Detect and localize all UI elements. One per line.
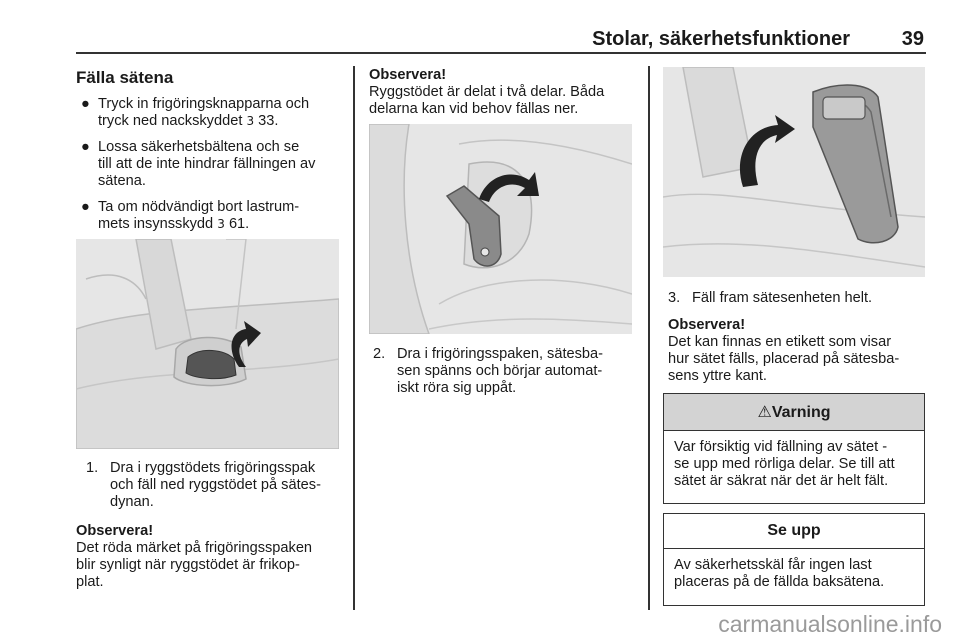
page-ref-number: 61.: [228, 216, 250, 232]
warning-box: [663, 393, 925, 504]
caution-body: [664, 549, 924, 599]
step-3: [668, 290, 926, 307]
illustration-fold-seat: [663, 67, 925, 277]
note-line: Det kan finnas en etikett som visar: [668, 334, 892, 350]
bullet-item-3: [76, 199, 346, 233]
warning-line: se upp med rörliga delar. Se till att: [674, 456, 895, 472]
page-ref-icon: 3: [246, 114, 255, 128]
note-line: plat.: [76, 574, 104, 590]
step-2: [373, 346, 645, 397]
seatback-release-drawing: [76, 239, 339, 449]
note-body-2: [369, 84, 641, 118]
bullet-text: mets insynsskydd: [98, 216, 218, 232]
bullet-item-2: [76, 139, 346, 190]
column-divider-2: [648, 66, 650, 610]
caution-box: [663, 513, 925, 606]
note-line: blir synligt när ryggstödet är frikop-: [76, 557, 300, 573]
warning-line: sätet är säkrat när det är helt fält.: [674, 473, 889, 489]
step-1: [86, 460, 348, 511]
note-title-1: Observera!: [76, 523, 154, 539]
note-body-3: [668, 334, 930, 385]
step-text: Dra i frigöringsspaken, sätesba-: [397, 346, 604, 362]
step-number: 2.: [373, 346, 386, 362]
note-body-1: [76, 540, 346, 591]
warning-header: [664, 394, 924, 431]
watermark: carmanualsonline.info: [718, 611, 942, 637]
page-ref-icon: 3: [217, 217, 225, 231]
caution-line: placeras på de fällda baksätena.: [674, 574, 885, 590]
header-rule: [76, 52, 926, 54]
section-heading: Fälla sätena: [76, 68, 174, 87]
step-text: iskt röra sig uppåt.: [397, 380, 517, 396]
bullet-item-1: [76, 96, 346, 130]
caution-line: Av säkerhetsskäl får ingen last: [674, 557, 872, 573]
illustration-seatback-release: [76, 239, 339, 449]
step-text: och fäll ned ryggstödet på sätes-: [110, 477, 321, 493]
caution-title: Se upp: [767, 522, 821, 539]
bullet-dot: ●: [81, 199, 90, 215]
note-line: Det röda märket på frigöringsspaken: [76, 540, 313, 556]
note-line: sens yttre kant.: [668, 368, 767, 384]
header-title: Stolar, säkerhetsfunktioner: [592, 28, 850, 50]
illustration-base-release: [369, 124, 632, 334]
warning-line: Var försiktig vid fällning av sätet -: [674, 439, 888, 455]
step-text: dynan.: [110, 494, 154, 510]
warning-triangle-icon: ⚠: [757, 402, 772, 421]
fold-seat-drawing: [663, 67, 925, 277]
bullet-text: Tryck in frigöringsknapparna och: [98, 96, 310, 112]
bullet-text: Lossa säkerhetsbältena och se: [98, 139, 300, 155]
warning-body: [664, 431, 924, 498]
bullet-dot: ●: [81, 96, 90, 112]
bullet-dot: ●: [81, 139, 90, 155]
warning-title: Varning: [771, 404, 831, 421]
step-text: sen spänns och börjar automat-: [397, 363, 603, 379]
note-line: Ryggstödet är delat i två delar. Båda: [369, 84, 605, 100]
note-title-2: Observera!: [369, 67, 447, 83]
caution-header: [664, 514, 924, 549]
bullet-text: sätena.: [98, 173, 146, 189]
note-title-3: Observera!: [668, 317, 746, 333]
note-line: hur sätet fälls, placerad på sätesba-: [668, 351, 900, 367]
bullet-text: tryck ned nackskyddet: [98, 113, 247, 129]
step-text: Dra i ryggstödets frigöringsspak: [110, 460, 316, 476]
bullet-text: till att de inte hindrar fällningen av: [98, 156, 316, 172]
step-number: 1.: [86, 460, 99, 476]
column-divider-1: [353, 66, 355, 610]
page-ref-number: 33.: [258, 113, 279, 129]
step-number: 3.: [668, 290, 681, 306]
base-release-drawing: [369, 124, 632, 334]
step-text: Fäll fram sätesenheten helt.: [692, 290, 873, 306]
page-number: 39: [901, 28, 924, 50]
note-line: delarna kan vid behov fällas ner.: [369, 101, 579, 117]
bullet-text: Ta om nödvändigt bort lastrum-: [98, 199, 300, 215]
